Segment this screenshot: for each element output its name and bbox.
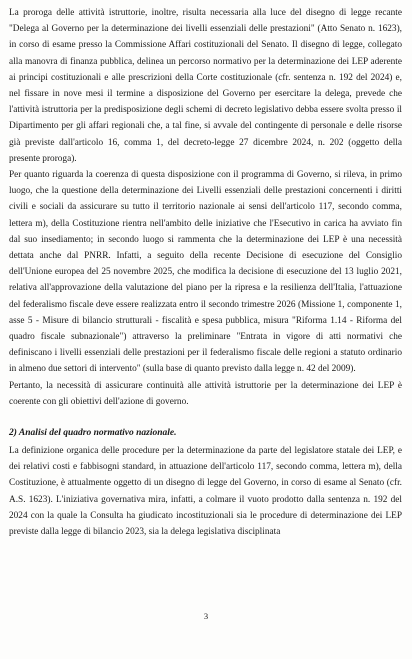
section-heading: 2) Analisi del quadro normativo nazionale. xyxy=(9,428,177,439)
page-number: 3 xyxy=(203,611,209,621)
paragraph-coerenza-programma: Per quanto riguarda la coerenza di questa disposizione con il programma di Governo, si rileva, in primo luogo, che la questione della determinazione dei Livelli essenziali delle prestazioni concernenti i diritti civili e sociali da assicurare su tutto il territorio nazionale ai sensi dell'articolo 117, secondo comma, lettera m), della Costituzione rientra nell'ambito delle iniziative che l'Esecutivo in carica ha avviato fin dal suo insediamento; in secondo luogo si rammenta che la determinazione dei LEP è una necessità dettata anche dal PNRR. Infatti, a seguito della recente Decisione di esecuzione del Consiglio dell'Unione europea del 25 novembre 2025, che modifica la decisione di esecuzione del 13 luglio 2021, relativa all'approvazione della valutazione del piano per la ripresa e la resilienza dell'Italia, l'attuazione del federalismo fiscale deve essere realizzata entro il secondo trimestre 2026 (Missione 1, componente 1, asse 5 - Misure di bilancio strutturali - fiscalità e spesa pubblica, misura "Riforma 1.14 - Riforma del quadro fiscale subnazionale") attraverso la preliminare "Entrata in vigore di atti normativi che definiscano i livelli essenziali delle prestazioni per il federalismo fiscale delle regioni a statuto ordinario in almeno due settori di intervento" (sulla base di quanto previsto dalla legge n. 42 del 2009). xyxy=(9,170,402,375)
paragraph-conclusione: Pertanto, la necessità di assicurare continuità alle attività istruttorie per la determinazione dei LEP è coerente con gli obiettivi dell'azione di governo. xyxy=(9,380,402,407)
paragraph-proroga: La proroga delle attività istruttorie, inoltre, risulta necessaria alla luce del disegno di legge recante "Delega al Governo per la determinazione dei livelli essenziali delle prestazioni" (Atto Senato n. 1623), in corso di esame presso la Commissione Affari costituzionali del Senato. Il disegno di legge, collegato alla manovra di finanza pubblica, delinea un percorso normativo per la determinazione dei LEP aderente ai principi costituzionali e alle prescrizioni della Corte costituzionale (cfr. sentenza n. 192 del 2024) e, nel fissare in nove mesi il termine a disposizione del Governo per esercitare la delega, prevede che l'attività istruttoria per la predisposizione degli schemi di decreto legislativo debba essere svolta presso il Dipartimento per gli affari regionali che, a tal fine, si avvale del contingente di personale e delle risorse già previste dall'articolo 16, comma 1, del decreto-legge 27 dicembre 2024, n. 202 (oggetto della presente proroga). xyxy=(9,8,402,164)
paragraph-quadro-normativo: La definizione organica delle procedure per la determinazione da parte del legislatore statale dei LEP, e dei relativi costi e fabbisogni standard, in attuazione dell'articolo 117, secondo comma, lettera m), della Costituzione, è attualmente oggetto di un disegno di legge del Governo, in corso di esame al Senato (cfr. A.S. 1623). L'iniziativa governativa mira, infatti, a colmare il vuoto prodotto dalla sentenza n. 192 del 2024 con la quale la Consulta ha giudicato incostituzionali sia le procedure di determinazione dei LEP previste dalla legge di bilancio 2023, sia la delega legislativa disciplinata xyxy=(9,446,402,538)
document-body xyxy=(9,5,402,540)
